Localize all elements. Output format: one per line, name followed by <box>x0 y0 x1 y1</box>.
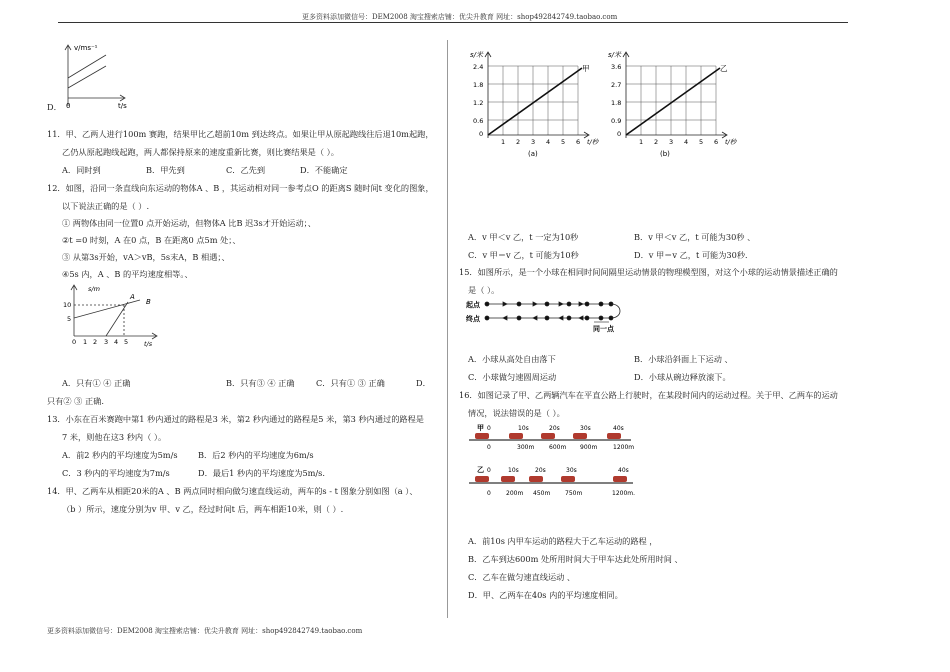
graph-a-y-tick-24: 2.4 <box>473 63 484 71</box>
graph-a-x-tick-0: 0 <box>479 130 484 138</box>
q12-option-b: B．只有③ ④ 正确 <box>226 378 295 388</box>
q15-option-a: A．小球从高处自由落下 <box>468 354 556 364</box>
graph-b-x-tick-0: 0 <box>617 130 622 138</box>
q16-a-dist-900: 900m <box>580 444 598 451</box>
graph-b-x-tick-4: 4 <box>684 138 689 146</box>
q16-b-dist-1200: 1200m. <box>612 490 636 497</box>
q11-option-b: B．甲先到 <box>146 165 185 175</box>
q12-label-b: B <box>146 298 151 306</box>
graph-b-y-tick-36: 3.6 <box>611 63 622 71</box>
graph-a-line-label: 甲 <box>582 64 590 73</box>
q12-x-axis-label: t/s <box>144 340 153 348</box>
q14-graph-b <box>598 48 748 160</box>
q13-option-b: B．后2 秒内的平均速度为6m/s <box>198 450 314 460</box>
graph-b-line-yi <box>626 68 720 135</box>
q16-car-b-3 <box>561 476 575 482</box>
q14-option-b: B．v 甲＜v 乙，t 可能为30秒 、 <box>634 232 756 242</box>
q16-a-time-40: 40s <box>613 425 624 432</box>
q16-b-time-40: 40s <box>618 467 629 474</box>
column-divider <box>447 40 448 618</box>
q12-x-tick-1: 1 <box>83 338 88 346</box>
q16-a-dist-300: 300m <box>517 444 535 451</box>
q16-a-dist-0: 0 <box>487 444 491 451</box>
q12-statement-4: ④5s 内，A 、B 的平均速度相等。、 <box>62 269 193 279</box>
q12-option-a: A．只有① ④ 正确 <box>62 378 131 388</box>
graph-a-x-tick-6: 6 <box>576 138 581 146</box>
q12-y-axis-label: s/m <box>88 285 100 293</box>
q12-x-tick-3: 3 <box>104 338 109 346</box>
q14-option-c: C．v 甲＝v 乙，t 可能为10秒 <box>468 250 579 260</box>
q12-option-d-continued: 只有② ③ 正确. <box>47 396 104 406</box>
graph-b-x-tick-1: 1 <box>639 138 644 146</box>
q12-statement-1: ① 两物体由同一位置0 点开始运动，但物体A 比B 迟3s才开始运动；、 <box>62 218 316 228</box>
q15-option-d: D．小球从碗边释放滚下。 <box>634 372 731 382</box>
q10-y-axis-label: v/ms⁻¹ <box>74 44 98 52</box>
graph-b-x-tick-3: 3 <box>669 138 674 146</box>
q16-car-a-1 <box>509 433 523 439</box>
q10-x-axis-label: t/s <box>118 102 127 110</box>
q16-a-time-10: 10s <box>518 425 529 432</box>
q16-option-b: B．乙车到达600m 处所用时间大于甲车达此处所用时间 、 <box>468 554 683 564</box>
q13-option-a: A．前2 秒内的平均速度为5m/s <box>62 450 178 460</box>
q16-car-b-label: 乙 <box>477 466 484 474</box>
graph-a-y-tick-12: 1.2 <box>473 99 484 107</box>
q12-stem-line1: 12．如图，沿同一条直线向东运动的物体A 、B ，其运动相对同一参考点O 的距离S 随时间t 变化的图象， <box>47 183 434 193</box>
q16-option-a: A．前10s 内甲车运动的路程大于乙车运动的路程 ， <box>468 536 658 546</box>
q15-motion-diagram <box>463 294 633 336</box>
q16-car-b-1 <box>501 476 515 482</box>
q13-stem-line1: 13．小东在百米赛跑中第1 秒内通过的路程是3 米，第2 秒内通过的路程是5 米，第3 秒内通过的路程是 <box>47 414 424 424</box>
q16-car-b-2 <box>529 476 543 482</box>
q13-stem-line2: 7 米，则他在这3 秒内（ ）。 <box>62 432 167 442</box>
q15-option-b: B．小球沿斜面上下运动 、 <box>634 354 733 364</box>
q16-car-b-0 <box>475 476 489 482</box>
graph-a-caption: (a) <box>528 150 538 158</box>
graph-a-x-tick-2: 2 <box>516 138 521 146</box>
graph-b-y-axis-label: s/米 <box>608 51 622 59</box>
q15-option-c: C．小球做匀速圆周运动 <box>468 372 557 382</box>
q10-option-d-label: D． <box>47 102 62 112</box>
q16-a-dist-600: 600m <box>549 444 567 451</box>
q12-label-a: A <box>130 293 135 301</box>
q15-stem-line1: 15．如图所示，是一个小球在相同时间间隔里运动情景的物理模型图，对这个小球的运动情景描述正确的 <box>459 267 838 277</box>
graph-b-x-tick-5: 5 <box>699 138 704 146</box>
q12-statement-2: ②t =0 时刻，A 在0 点，B 在距离0 点5m 处；、 <box>62 235 241 245</box>
q16-a-time-20: 20s <box>549 425 560 432</box>
q14-stem-line2: （b ）所示，速度分别为v 甲、v 乙，经过时间t 后，两车相距10米，则（ ）. <box>62 504 344 514</box>
q16-a-dist-1200: 1200m <box>613 444 635 451</box>
q12-stem-line2: 以下说法正确的是（ ）. <box>62 201 150 211</box>
q10-origin-label: 0 <box>66 102 71 110</box>
q16-car-diagram <box>463 417 643 501</box>
q11-option-d: D．不能确定 <box>300 165 348 175</box>
graph-a-x-tick-1: 1 <box>501 138 506 146</box>
q11-option-a: A．同时到 <box>62 165 101 175</box>
q16-stem-line2: 情况，说法错误的是（ ）。 <box>468 408 565 418</box>
q12-statement-3: ③ 从第3s开始，vA＞vB，5s末A，B 相遇；、 <box>62 252 230 262</box>
q14-option-a: A．v 甲＜v 乙，t 一定为10秒 <box>468 232 579 242</box>
header-rule <box>58 22 848 23</box>
q16-option-c: C．乙车在做匀速直线运动 、 <box>468 572 576 582</box>
q15-stem-line2: 是（ ）。 <box>468 285 500 295</box>
q16-b-time-30: 30s <box>566 467 577 474</box>
q12-line-b <box>74 300 140 318</box>
q12-x-tick-2: 2 <box>93 338 98 346</box>
q16-car-b-4 <box>613 476 627 482</box>
graph-b-line-label: 乙 <box>720 64 728 73</box>
graph-b-caption: (b) <box>660 150 670 158</box>
graph-b-x-axis-label: t/秒 <box>725 138 737 146</box>
q12-y-tick-5: 5 <box>67 315 72 323</box>
q12-option-c: C．只有① ③ 正确 <box>316 378 385 388</box>
q15-start-label: 起点 <box>466 301 480 309</box>
q12-x-tick-0: 0 <box>72 338 77 346</box>
q12-y-tick-10: 10 <box>63 301 72 309</box>
q15-same-point-label: 同一点 <box>593 325 614 333</box>
q16-car-a-4 <box>607 433 621 439</box>
graph-b-y-tick-09: 0.9 <box>611 117 622 125</box>
q13-option-d: D．最后1 秒内的平均速度为5m/s. <box>198 468 325 478</box>
graph-b-y-tick-18: 1.8 <box>611 99 622 107</box>
graph-a-x-tick-3: 3 <box>531 138 536 146</box>
q12-line-a <box>106 302 128 336</box>
graph-a-x-axis-label: t/秒 <box>587 138 599 146</box>
q16-car-a-3 <box>573 433 587 439</box>
q16-b-time-0: 0 <box>487 467 491 474</box>
q16-b-dist-0: 0 <box>487 490 491 497</box>
q16-b-dist-450: 450m <box>533 490 551 497</box>
graph-b-x-tick-2: 2 <box>654 138 659 146</box>
q16-a-time-30: 30s <box>580 425 591 432</box>
q16-a-time-0: 0 <box>487 425 491 432</box>
page-header: 更多资料添加微信号：DEM2008 淘宝搜索店铺：优尖升教育 网址：shop492842749.taobao.com <box>302 13 618 21</box>
q16-b-time-20: 20s <box>535 467 546 474</box>
q16-stem-line1: 16．如图记录了甲、乙两辆汽车在平直公路上行驶时，在某段时间内的运动过程。关于甲、乙两车的运动 <box>459 390 838 400</box>
graph-b-y-tick-27: 2.7 <box>611 81 622 89</box>
q11-option-c: C．乙先到 <box>226 165 266 175</box>
q10-vt-graph <box>58 40 138 112</box>
q12-x-tick-4: 4 <box>114 338 119 346</box>
q12-st-graph <box>58 280 168 348</box>
graph-a-y-tick-06: 0.6 <box>473 117 484 125</box>
graph-a-y-axis-label: s/米 <box>470 51 484 59</box>
q16-car-a-0 <box>475 433 489 439</box>
q14-graph-a <box>460 48 610 160</box>
graph-a-x-tick-4: 4 <box>546 138 551 146</box>
graph-a-line-jia <box>488 68 582 135</box>
q12-x-tick-5: 5 <box>124 338 129 346</box>
graph-a-x-tick-5: 5 <box>561 138 566 146</box>
q14-option-d: D．v 甲＝v 乙，t 可能为30秒． <box>634 250 754 260</box>
q16-option-d: D．甲、乙两车在40s 内的平均速度相同。 <box>468 590 623 600</box>
q16-b-dist-200: 200m <box>506 490 524 497</box>
graph-b-x-tick-6: 6 <box>714 138 719 146</box>
q14-stem-line1: 14．甲、乙两车从相距20米的A 、B 两点同时相向做匀速直线运动，两车的s - t 图象分别如图（a ）、 <box>47 486 418 496</box>
q11-stem-line2: 乙仍从原起跑线起跑，两人都保持原来的速度重新比赛，则比赛结果是（ ）。 <box>62 147 339 157</box>
q16-b-time-10: 10s <box>508 467 519 474</box>
q16-car-a-2 <box>541 433 555 439</box>
q13-option-c: C．3 秒内的平均速度为7m/s <box>62 468 170 478</box>
q16-car-a-label: 甲 <box>477 424 484 432</box>
q12-option-d: D． <box>416 378 431 388</box>
q11-stem-line1: 11．甲、乙两人进行100m 赛跑，结果甲比乙超前10m 到达终点。如果让甲从原起跑线往后退10m起跑， <box>47 129 434 139</box>
q15-end-label: 终点 <box>466 315 480 323</box>
q16-b-dist-750: 750m <box>565 490 583 497</box>
page-footer: 更多资料添加微信号：DEM2008 淘宝搜索店铺：优尖升教育 网址：shop492842749.taobao.com <box>47 627 363 635</box>
graph-a-y-tick-18: 1.8 <box>473 81 484 89</box>
